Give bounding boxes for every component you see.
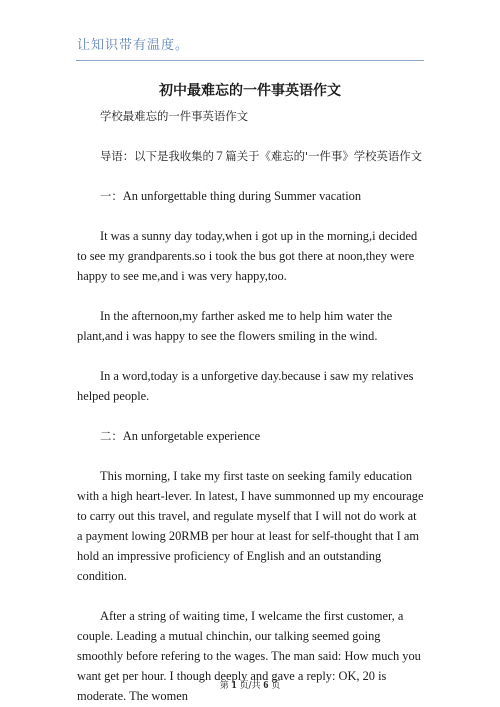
section-2-paragraph-2: After a string of waiting time, I welcame the first customer, a couple. Leading a mutual chinchin, our talking seemed going smoothly before refering to the wages. The man said: How much you want get per hour. I though deeply and gave a reply: OK, 20 is moderate. The women — [77, 609, 421, 703]
section-1-paragraph-2: In the afternoon,my farther asked me to help him water the plant,and i was happy to see the flowers smiling in the wind. — [77, 309, 393, 343]
section-2-heading — [77, 426, 424, 446]
document-title: 初中最难忘的一件事英语作文 — [159, 83, 341, 99]
footer-total-pages: 6 — [263, 680, 269, 691]
footer-middle: 页/共 — [239, 681, 261, 691]
section-1-paragraph-1: It was a sunny day today,when i got up in the morning,i decided to see my grandparents.so i took the bus got there at noon,they were happy to see me,and i was very happy,too. — [77, 229, 418, 283]
section-2-paragraph-1: This morning, I take my first taste on seeking family education with a high heart-lever. In latest, I have summonned up my encourage to carry out this travel, and regulate myself that I will not do work at a payment lowing 20RMB per hour at least for self-thought that I am hold an impressive proficiency of English and an outstanding condition. — [77, 469, 424, 583]
section-1-number: 一： — [100, 189, 123, 203]
page-footer — [0, 678, 500, 691]
section-1-paragraph-3: In a word,today is a unforgetive day.because i saw my relatives helped people. — [77, 369, 414, 403]
document-body — [77, 106, 424, 706]
footer-suffix: 页 — [271, 681, 281, 691]
footer-prefix: 第 — [219, 681, 229, 691]
footer-page-number: 1 — [231, 680, 237, 691]
header-slogan: 让知识带有温度。 — [77, 38, 190, 53]
intro-paragraph: 导语：以下是我收集的７篇关于《难忘的'一件事》学校英语作文 — [100, 149, 423, 163]
section-2-number: 二： — [100, 429, 123, 443]
section-1-title: An unforgettable thing during Summer vacation — [122, 189, 362, 203]
header-divider — [76, 60, 424, 61]
document-subtitle: 学校最难忘的一件事英语作文 — [100, 109, 249, 123]
section-2-title: An unforgetable experience — [122, 429, 261, 443]
section-1-heading — [77, 186, 424, 206]
